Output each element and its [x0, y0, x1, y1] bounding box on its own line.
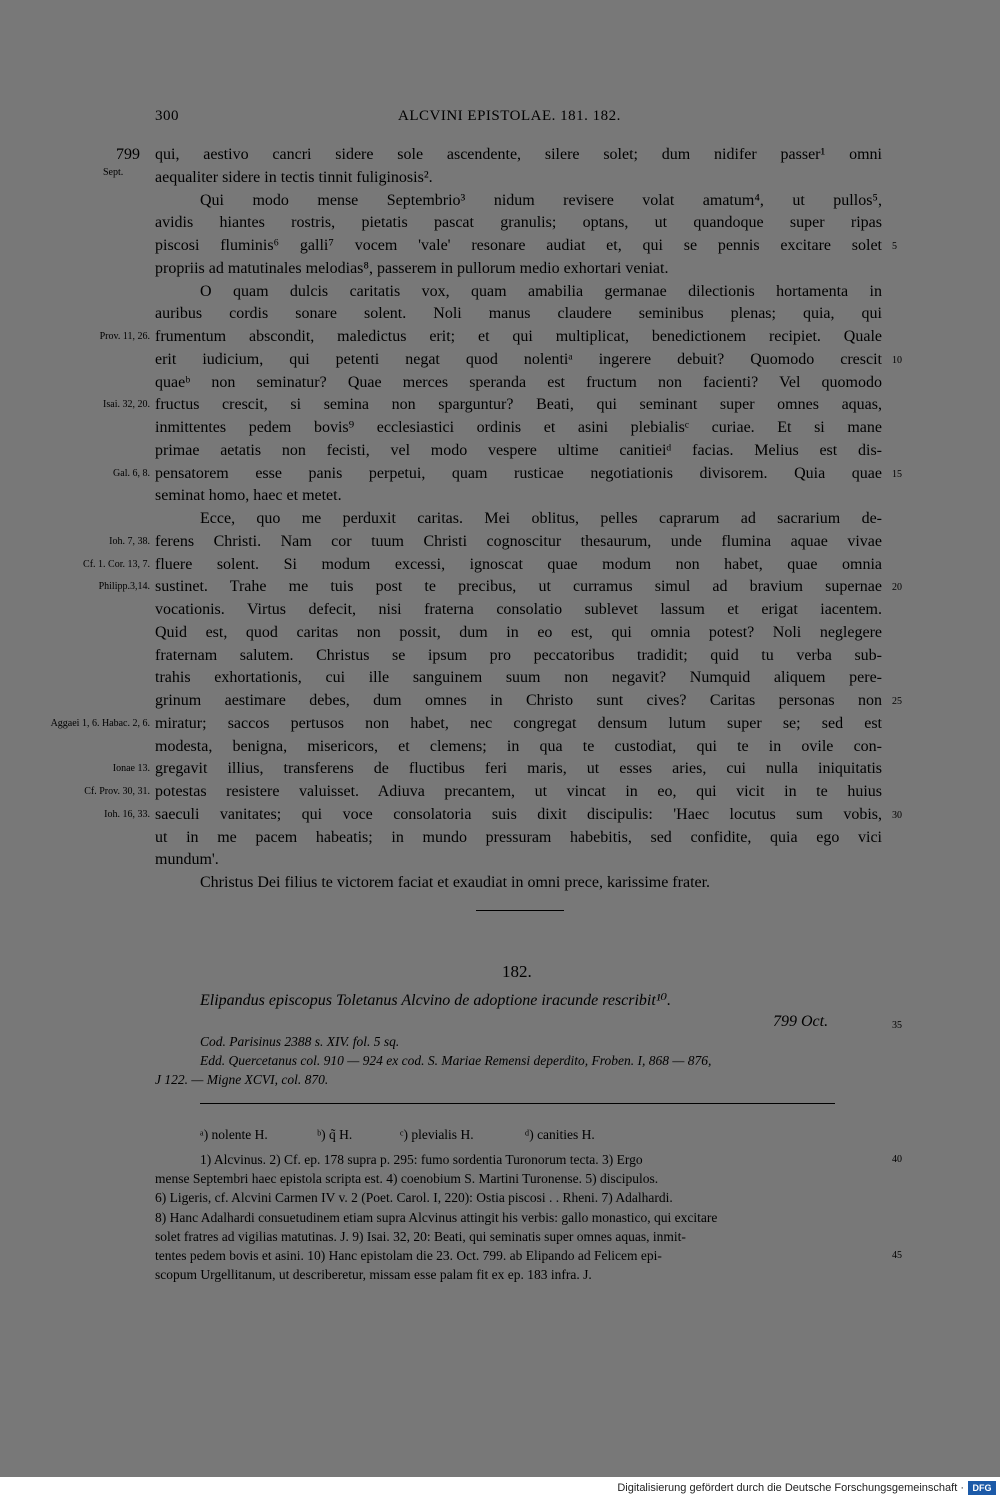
running-title: ALCVINI EPISTOLAE. 181. 182.: [398, 108, 621, 124]
text-line: seminat homo, haec et metet.: [155, 487, 342, 505]
text-line: modesta, benigna, misericors, et clemens; in qua te custodiat, qui te in ovile con-: [155, 737, 882, 755]
text-line: aequaliter sidere in tectis tinnit fuliginosis².: [155, 168, 433, 186]
footnote-line-number: 40: [892, 1154, 902, 1165]
margin-ref: Ionae 13.: [112, 763, 150, 775]
text-line: ferens Christi. Nam cor tuum Christi cognoscitur thesaurum, unde flumina aquae vivae: [155, 532, 882, 550]
line-number: 15: [892, 468, 902, 480]
codex-line: Cod. Parisinus 2388 s. XIV. fol. 5 sq.: [200, 1034, 400, 1049]
line-number: 10: [892, 354, 902, 366]
text-line: propriis ad matutinales melodias⁸, passerem in pullorum medio exhortari veniat.: [155, 259, 669, 277]
text-line: Christus Dei filius te victorem faciat et exaudiat in omni prece, karissime frater.: [200, 874, 711, 891]
footnote-line-number: 45: [892, 1250, 902, 1261]
margin-ref: Cf. 1. Cor. 13, 7.: [83, 558, 150, 570]
margin-ref: Gal. 6, 8.: [113, 467, 150, 479]
letter-number: 182.: [502, 962, 532, 981]
text-line: qui, aestivo cancri sidere sole ascendente, silere solet; dum nidifer passer¹ omni: [155, 146, 882, 163]
text-line: Quid est, quod caritas non possit, dum in eo est, qui omnia potest? Noli neglegere: [155, 623, 882, 641]
text-line: potestas resistere valuisset. Adiuva precantem, ut vincat in eo, qui vicit in te huius: [155, 783, 882, 800]
text-line: auribus cordis sonare solent. Noli manus claudere seminibus plenas; quia, qui: [155, 305, 882, 323]
text-line: fluere solent. Si modum excessi, ignoscat quae modum non habet, quae omnia: [155, 555, 882, 573]
footnote-line: 8) Hanc Adalhardi consuetudinem etiam supra Alcvinus attingit his verbis: gallo monastico, qui excitare: [155, 1209, 718, 1225]
line-number: 5: [892, 241, 897, 252]
editions-line-1: Edd. Quercetanus col. 910 — 924 ex cod. S. Mariae Remensi deperdito, Froben. I, 868 — 876,: [200, 1053, 712, 1068]
footnote-line: scopum Urgellitanum, ut describeretur, missam esse palam fit ex ep. 183 infra. J.: [155, 1267, 592, 1283]
page-number: 300: [155, 108, 179, 124]
text-line: gregavit illius, transferens de fluctibus feri maris, ut esses aries, cui nulla iniquitatis: [155, 760, 882, 778]
editions-line-2: J 122. — Migne XCVI, col. 870.: [155, 1072, 329, 1087]
text-line: sustinet. Trahe me tuis post te precibus, ut curramus simul ad bravium supernae: [155, 578, 882, 596]
text-line: quaeᵇ non seminatur? Quae merces speranda est fructum non facienti? Vel quomodo: [155, 373, 882, 391]
text-line: frumentum abscondit, maledictus erit; et qui multiplicat, benedictionem recipiet. Quale: [155, 328, 882, 345]
section-divider: [476, 910, 564, 911]
text-line: miratur; saccos pertusos non habet, nec congregat densum lutum super se; sed est: [155, 714, 882, 732]
dfg-logo: DFG: [968, 1481, 996, 1495]
apparatus-a: ᵃ) nolente H.: [200, 1127, 268, 1142]
margin-ref: Isai. 32, 20.: [103, 399, 150, 411]
text-line: trahis exhortationis, cui ille sanguinem suum non negavit? Numquid aliquem pere-: [155, 669, 882, 687]
margin-month: Sept.: [103, 167, 124, 178]
text-line: piscosi fluminis⁶ galli⁷ vocem 'vale' resonare audiat et, qui se pennis excitare solet: [155, 237, 882, 254]
line-number-35: 35: [892, 1020, 902, 1031]
footnote-line: solet fratres ad vigilias matutinas. J. 9) Isai. 32, 20: Beati, qui seminatis super omnes aquas, inmit-: [155, 1228, 686, 1244]
footer-bar: [0, 1477, 1000, 1497]
text-line: avidis hiantes rostris, pietatis pascat granulis; optans, ut quandoque super ripas: [155, 214, 882, 232]
text-line: fraternam salutem. Christus se ipsum pro peccatoribus tradidit; quid tu verba sub-: [155, 646, 882, 664]
apparatus-b: ᵇ) q̃ H.: [317, 1127, 353, 1142]
text-line: fructus crescit, si semina non sparguntur? Beati, qui seminant super omnes aquas,: [155, 396, 882, 414]
text-line: mundum'.: [155, 851, 219, 869]
apparatus-d: ᵈ) canities H.: [525, 1127, 595, 1142]
margin-ref: Ioh. 7, 38.: [109, 535, 150, 547]
text-line: vocationis. Virtus defecit, nisi fraterna consolatio sublevet lassum et erigat iacentem.: [155, 601, 882, 618]
letter-date: 799 Oct.: [773, 1013, 829, 1030]
margin-year: 799: [116, 146, 140, 163]
margin-ref: Cf. Prov. 30, 31.: [84, 786, 150, 797]
margin-ref: Prov. 11, 26.: [99, 331, 150, 342]
apparatus-c: ᶜ) plevialis H.: [400, 1127, 474, 1142]
text-line: inmittentes pedem bovis⁹ ecclesiastici ordinis et asini plebialisᶜ curiae. Et si mane: [155, 419, 882, 436]
footnote-line: mense Septembri haec epistola scripta est. 4) coenobium S. Martini Turonense. 5) discipulos.: [155, 1171, 659, 1187]
funding-note: Digitalisierung gefördert durch die Deutsche Forschungsgemeinschaft ·: [617, 1482, 964, 1494]
margin-ref: Ioh. 16, 33.: [104, 808, 150, 820]
letter-title: Elipandus episcopus Toletanus Alcvino de adoptione iracunde rescribit¹⁰.: [200, 992, 672, 1009]
text-line: grinum aestimare debes, dum omnes in Christo sunt cives? Caritas personas non: [155, 692, 882, 709]
footnote-line: 6) Ligeris, cf. Alcvini Carmen IV v. 2 (Poet. Carol. I, 220): Ostia piscosi . . Rheni. 7) Adalhardi.: [155, 1190, 673, 1206]
text-line: Ecce, quo me perduxit caritas. Mei oblitus, pelles caprarum ad sacrarium de-: [200, 510, 882, 527]
margin-ref: Aggaei 1, 6. Habac. 2, 6.: [50, 717, 150, 729]
text-line: saeculi vanitates; qui voce consolatoria suis dixit discipulis: 'Haec locutus sum vobis,: [155, 805, 882, 823]
text-line: Qui modo mense Septembrio³ nidum revisere volat amatum⁴, ut pullos⁵,: [200, 191, 882, 209]
text-line: ut in me pacem habeatis; in mundo pressuram habebitis, sed confidite, quia ego vici: [155, 828, 882, 846]
footnote-rule: [200, 1103, 835, 1104]
text-line: pensatorem esse panis perpetui, quam rusticae negotiationis divisorem. Quia quae: [155, 464, 882, 482]
text-line: erit iudicium, qui petenti negat quod nolentiᵃ ingerere debuit? Quomodo crescit: [155, 350, 882, 368]
footnote-line: tentes pedem bovis et asini. 10) Hanc epistolam die 23. Oct. 799. ab Elipando ad Felicem epi-: [155, 1248, 662, 1263]
margin-ref: Philipp.3,14.: [98, 581, 150, 593]
line-number: 20: [892, 582, 902, 594]
text-line: O quam dulcis caritatis vox, quam amabilia germanae dilectionis hortamenta in: [200, 282, 882, 300]
line-number: 30: [892, 809, 902, 821]
text-line: primae aetatis non fecisti, vel modo vespere ultime canitieiᵈ facias. Melius est dis-: [155, 441, 882, 459]
line-number: 25: [892, 696, 902, 707]
footnote-line: 1) Alcvinus. 2) Cf. ep. 178 supra p. 295: fumo sordentia Turonorum tecta. 3) Ergo: [200, 1152, 643, 1167]
